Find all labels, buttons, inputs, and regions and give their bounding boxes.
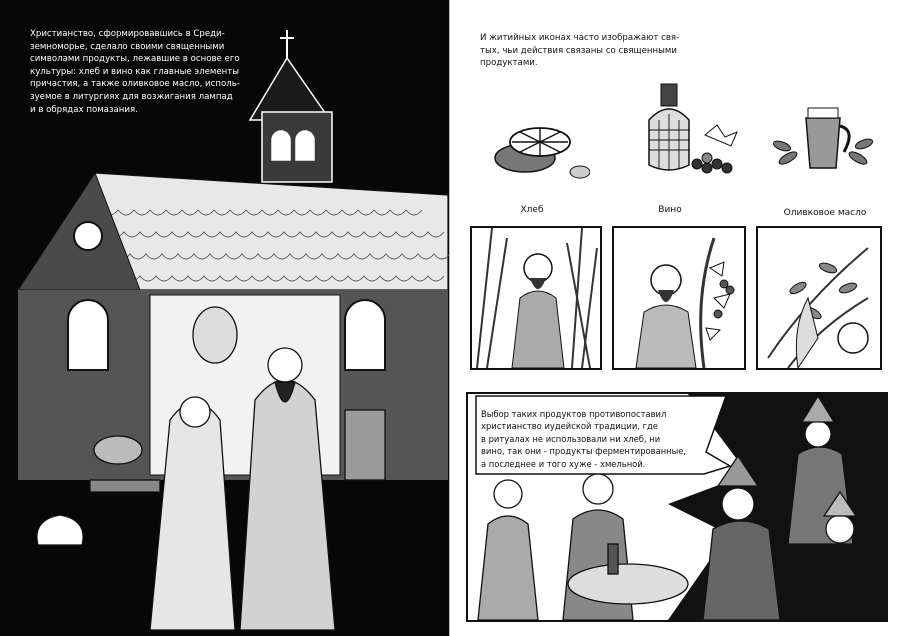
panel-oil-saint <box>756 226 882 370</box>
bell-tower <box>250 30 332 182</box>
left-page-text: Христианство, сформировавшись в Среди- земноморье, сделало своими священными символами продукты, лежавшие в основе его культуры: хлеб и вино как главные элементы причастия, а также оливковое масло, исполь- зуемое в литургиях для возжигания лампад и в обрядах помазания. <box>30 29 240 115</box>
speech-bubble-text: Выбор таких продуктов противопоставил христианство иудейской традиции, где в ритуалах не использовали ни хлеб, ни вино, так они - продукты ферментированные, а последнее и того хуже - хмельной. <box>481 409 687 469</box>
product-caption: Вино <box>658 205 682 215</box>
right-page-intro: И житийных иконах часто изображают свя- тых, чьи действия связаны со священными продуктами. <box>480 33 680 69</box>
bread-icon <box>480 112 590 192</box>
wine-icon <box>635 80 745 180</box>
panel-bread-saint <box>470 226 602 370</box>
product-caption: Хлеб <box>520 205 544 215</box>
oil-jug-icon <box>768 98 878 188</box>
panel-wine-saint <box>612 226 746 370</box>
product-caption: Оливковое масло <box>783 208 867 218</box>
